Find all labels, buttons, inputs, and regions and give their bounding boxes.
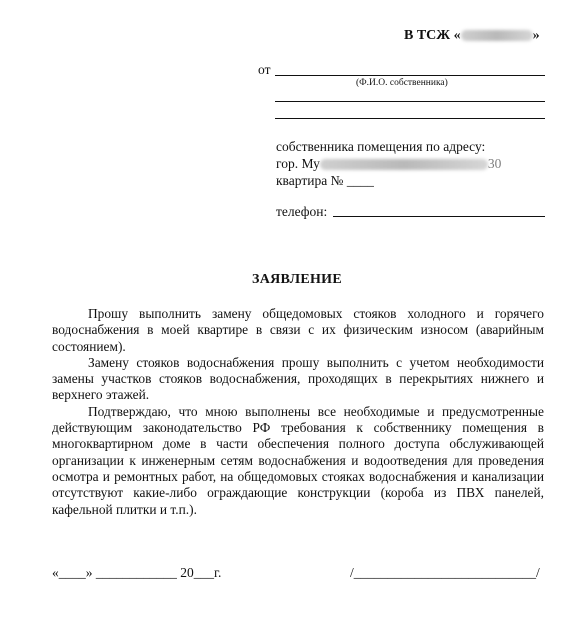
apartment-field: квартира № ____ (276, 173, 374, 188)
phone-label: телефон: (276, 204, 331, 219)
addressee-suffix: » (532, 28, 540, 43)
paragraph-access-confirmation: Подтверждаю, что мною выполнены все необходимые и предусмотренные действующим законодательство РФ требования к собственнику помещения в многоквартирном доме в части обеспечения полного доступа обслуживающей организации к инженерным сетям водоснабжения и водоотведения для проведения осмотра и ремонтных работ, на общедомовых стояках водоснабжения и канализации отсутствуют какие-либо ограждающие конструкции (короба из ПВХ панелей, кафельной плитки и т.п.). (52, 403, 544, 517)
owner-name-line-3 (275, 118, 545, 119)
redacted-street (320, 159, 488, 170)
phone-line (333, 216, 545, 217)
redacted-hoa-name (461, 30, 533, 41)
addressee-prefix: В ТСЖ « (404, 28, 461, 43)
address-label: собственника помещения по адресу: (276, 139, 486, 154)
signature-field: /___________________________/ (350, 565, 540, 580)
paragraph-replacement-request: Прошу выполнить замену общедомовых стояков холодного и горячего водоснабжения в моей квартире в связи с их физическим износом (аварийным состоянием). (52, 306, 544, 354)
paragraph-floor-sections: Замену стояков водоснабжения прошу выполнить с учетом необходимости замены участков стояков водоснабжения, проходящих в перекрытиях нижнего и верхнего этажей. (52, 354, 544, 403)
address-city-text: гор. Му (276, 156, 320, 171)
owner-caption: (Ф.И.О. собственника) (356, 78, 448, 88)
address-house-number: 30 (487, 156, 502, 171)
addressee (404, 28, 540, 44)
from-label: от (258, 62, 271, 77)
address-city (276, 156, 501, 172)
document-title: ЗАЯВЛЕНИЕ (252, 272, 343, 287)
date-field: «____» ____________ 20___г. (52, 565, 222, 580)
owner-name-line (275, 75, 545, 76)
owner-name-line-2 (275, 101, 545, 102)
statement-body (52, 306, 544, 518)
